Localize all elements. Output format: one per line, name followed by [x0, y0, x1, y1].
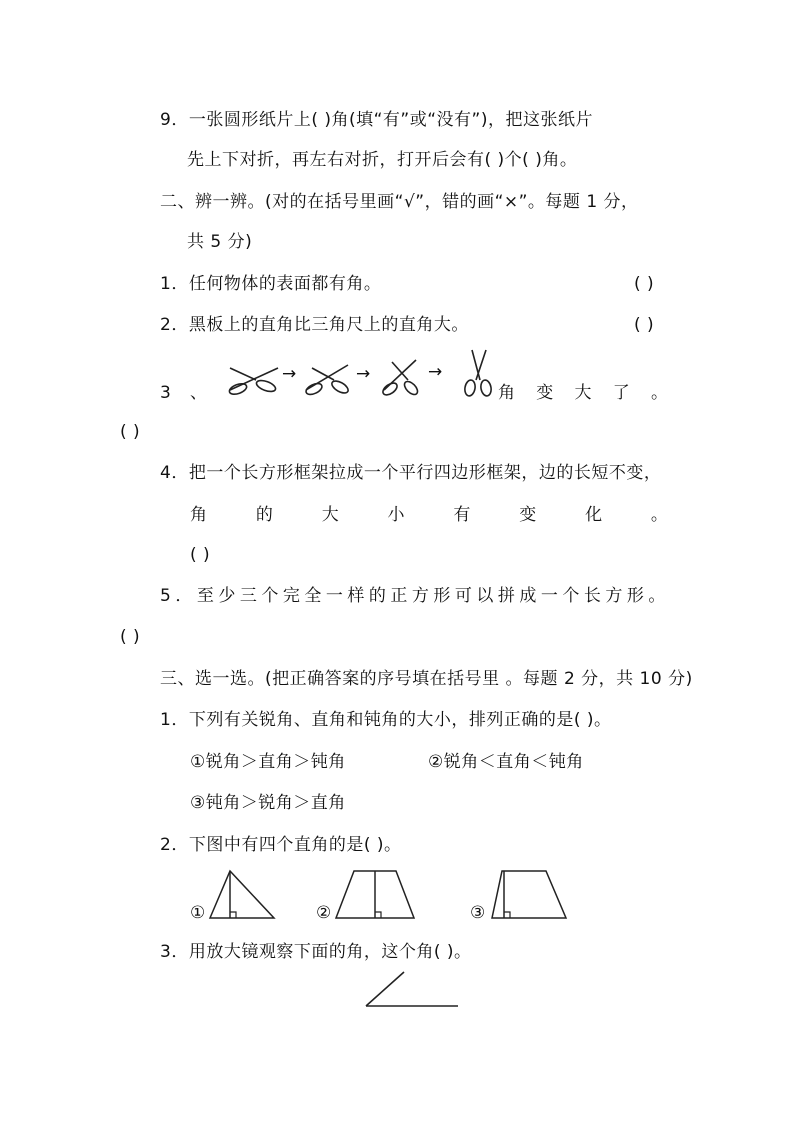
section2-title-cont: 共 5 分) [187, 232, 253, 252]
choice-q1-option-3[interactable]: ③钝角＞锐角＞直角 [190, 793, 346, 813]
scissors-narrow-icon [378, 358, 424, 396]
q4-char: 大 [321, 505, 339, 525]
judge-q5-text: 5．至少三个完全一样的正方形可以拼成一个长方形。 [160, 586, 670, 606]
q4-char: 小 [387, 505, 405, 525]
q3-tail-char: 变 [536, 383, 554, 403]
judge-q3-bracket[interactable]: ( ) [120, 422, 141, 442]
q3-tail-char: 。 [651, 383, 668, 403]
judge-q4-line1: 4．把一个长方形框架拉成一个平行四边形框架，边的长短不变， [160, 463, 662, 483]
arrow-2: → [356, 364, 371, 384]
judge-q2-bracket[interactable]: ( ) [634, 315, 655, 335]
angle-figure [364, 970, 460, 1010]
judge-q2-text: 2．黑板上的直角比三角尺上的直角大。 [160, 315, 469, 335]
arrow-3: → [428, 362, 443, 382]
q3-tail-char: 了 [612, 383, 630, 403]
choice-q1-option-1[interactable]: ①锐角＞直角＞钝角 [190, 752, 346, 772]
judge-q3-number: 3 [160, 383, 172, 403]
judge-q5-bracket[interactable]: ( ) [120, 627, 141, 647]
q3-tail-char: 角 [498, 383, 515, 403]
q9-line1: 9．一张圆形纸片上( )角(填“有”或“没有”)，把这张纸片 [160, 110, 593, 130]
scissors-open-icon [226, 364, 282, 396]
scissors-half-icon [302, 362, 354, 396]
triangle-figure [208, 869, 280, 921]
judge-q3-dot: 、 [190, 383, 208, 403]
figure-1-label[interactable]: ① [190, 903, 206, 923]
choice-q1: 1．下列有关锐角、直角和钝角的大小，排列正确的是( )。 [160, 710, 612, 730]
judge-q1-text: 1．任何物体的表面都有角。 [160, 274, 382, 294]
judge-q1-bracket[interactable]: ( ) [634, 274, 655, 294]
q4-char: 角 [190, 505, 207, 525]
choice-q1-option-2[interactable]: ②锐角＜直角＜钝角 [428, 752, 584, 772]
arrow-1: → [282, 364, 297, 384]
figure-2-label[interactable]: ② [316, 903, 332, 923]
q9-line2: 先上下对折，再左右对折，打开后会有( )个( )角。 [187, 150, 578, 170]
section2-title: 二、辨一辨。(对的在括号里画“√”，错的画“×”。每题 1 分， [160, 192, 639, 212]
q4-char: 。 [650, 505, 668, 525]
trapezoid-figure [334, 869, 418, 921]
choice-q2: 2．下图中有四个直角的是( )。 [160, 835, 402, 855]
q4-char: 的 [255, 505, 273, 525]
judge-q4-line2 [190, 503, 668, 527]
q4-char: 有 [453, 505, 471, 525]
scissors-vertical-icon [460, 348, 496, 398]
section3-title: 三、选一选。(把正确答案的序号填在括号里 。每题 2 分，共 10 分) [160, 669, 693, 689]
q3-tail-char: 大 [574, 383, 592, 403]
judge-q3-tail [498, 381, 668, 405]
choice-q3: 3．用放大镜观察下面的角，这个角( )。 [160, 942, 472, 962]
judge-q4-bracket[interactable]: ( ) [190, 545, 211, 565]
figure-3-label[interactable]: ③ [470, 903, 486, 923]
q4-char: 变 [519, 505, 537, 525]
right-trapezoid-figure [490, 869, 570, 921]
q4-char: 化 [585, 505, 603, 525]
